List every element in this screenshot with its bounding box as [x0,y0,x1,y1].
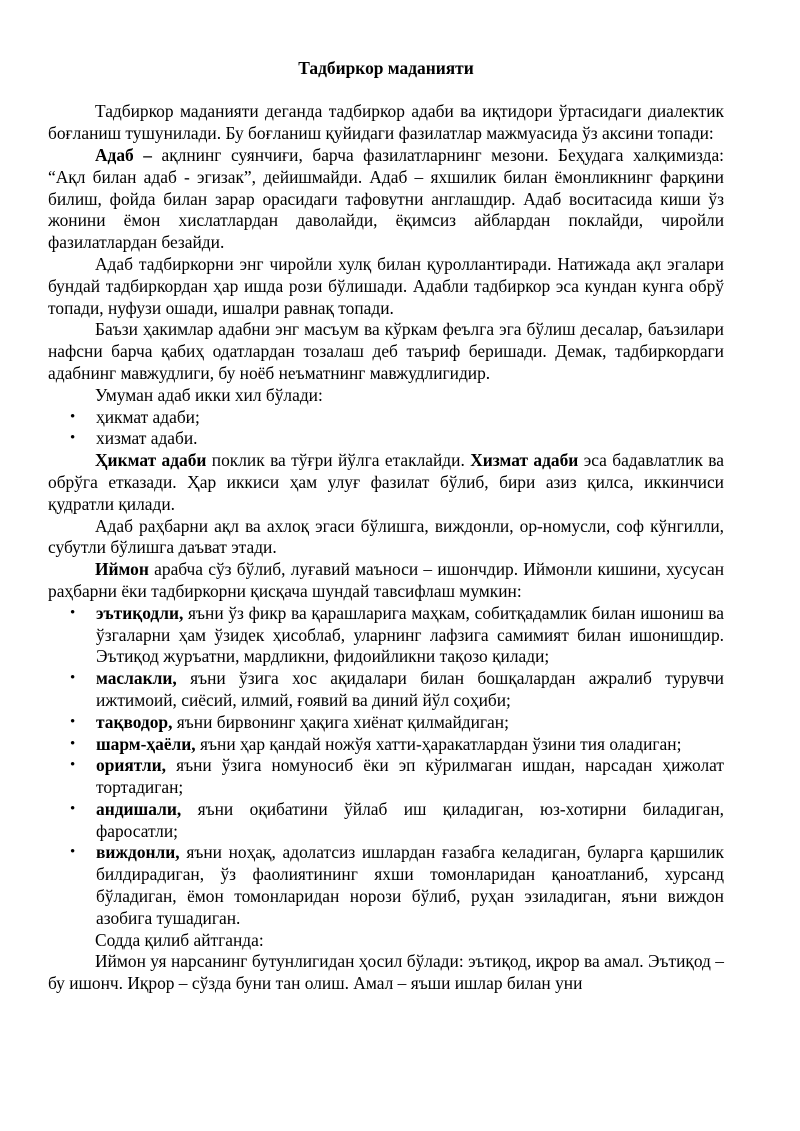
list-item [48,799,724,843]
list-item-text: яъни оқибатини ўйлаб иш қиладиган, юз-хотирни биладиган, фаросатли; [96,798,724,841]
document-page [48,58,724,995]
list-item-term: шарм-ҳаёли, [96,733,196,754]
bullet-icon: • [70,735,76,752]
list-item-text: ҳикмат адаби; [96,406,200,427]
list-item [48,755,724,799]
list-item-text: яъни ҳар қандай ножўя хатти-ҳаракатлардан ўзини тия оладиган; [195,733,682,754]
bullet-icon: • [70,604,76,621]
list-item-text: яъни ўзига хос ақидалари билан бошқалардан ажралиб турувчи ижтимоий, сиёсий, илмий, ғоявий ва диний йўл соҳиби; [96,668,724,710]
paragraph-text: арабча сўз бўлиб, луғавий маъноси – ишончдир. Иймонли кишини, хусусан раҳбарни ёки тадбиркорни қисқача шундай тавсифлаш мумкин: [48,559,724,601]
paragraph-two-kinds: Умуман адаб икки хил бўлади: [95,384,323,405]
list-item [48,842,724,929]
bullet-icon: • [70,757,76,774]
list-item-text: яъни ноҳақ, адолатсиз ишлардан ғазабга келадиган, буларга қаршилик билдирадиган, ўз фаолиятининг яхши томонларидан қаноатланиб, хурсанд бўладиган, ёмон томонларидан норози бўлиб, руҳан эзиладиган, яъни виждон азобига тушадиган. [96,842,724,928]
paragraph-adab-weapon: Адаб тадбиркорни энг чиройли хулқ билан қуроллантиради. Натижада ақл эгалари бундай тадбиркордан ҳар ишда рози бўлишади. Адабли тадбиркор эса кундан кунга обрў топади, нуфузи ошади, ишалри равнақ топади. [48,253,724,318]
list-item-text: яъни ўзига номуносиб ёки эп кўрилмаган ишдан, нарсадан ҳижолат тортадиган; [96,755,724,798]
paragraph-intro: Тадбиркор маданияти деганда тадбиркор адаби ва иқтидори ўртасидаги диалектик боғланиш тушунилади. Бу боғланиш қуйидаги фазилатлар мажмуасида ўз аксини топади: [48,101,724,144]
bullet-icon: • [70,408,76,425]
paragraph-sages: Баъзи ҳакимлар адабни энг масъум ва кўркам феълга эга бўлиш десалар, баъзилари нафсни барча қабиҳ одатлардан тозалаш деб таъриф беришади. Демак, тадбиркордаги адабнинг мавжудлиги, бу ноёб неъматнинг мавжудлигидир. [48,319,724,383]
term-hikmat: Ҳикмат адаби [95,450,207,471]
paragraph-hikmat-xizmat [48,450,724,515]
bullet-icon: • [70,713,76,730]
list-item-term: андишали, [96,798,182,819]
bullet-icon: • [70,844,76,861]
bullet-icon: • [70,800,76,817]
list-item [48,734,724,756]
list-item-term: виждонли, [96,842,180,863]
list-item [48,712,724,734]
adab-types-list [48,407,724,451]
list-item [48,603,724,668]
bullet-icon: • [70,430,76,447]
paragraph-adab-definition [48,145,724,254]
list-item-term: маслакли, [96,668,177,689]
paragraph-text: эса бадавлатлик ва обрўга етказади. Ҳар иккиси ҳам улуғ фазилат бўлиб, бири азиз қилса, иккинчиси қудратли қилади. [48,450,724,514]
list-item-term: ориятли, [96,755,167,776]
list-item-text: хизмат адаби. [96,428,198,449]
list-item-term: эътиқодли, [96,602,184,623]
list-item [48,668,724,712]
term-xizmat: Хизмат адаби [470,450,579,471]
list-item-text: яъни бирвонинг ҳақига хиёнат қилмайдиган; [172,711,509,732]
iymon-traits-list [48,603,724,930]
paragraph-text: поклик ва тўғри йўлга етаклайди. [206,450,471,471]
paragraph-text: ақлнинг суянчиғи, барча фазилатларнинг мезони. Беҳудага халқимизда: “Ақл билан адаб - эгизак”, дейишмайди. Адаб – яхшилик билан ёмонликнинг фарқини билиш, фойда билан зарар орасидаги тафовутни англашдир. Адаб воситасида киши ўз жонини ёмон хислатлардан даволайди, ёқимсиз айблардан поклайди, чиройли фазилатлардан безайди. [48,144,725,253]
term-iymon: Иймон [95,559,149,580]
list-item-term: тақводор, [96,711,173,732]
bullet-icon: • [70,670,76,687]
document-title: Тадбиркор маданияти [298,58,474,78]
paragraph-leader-call: Адаб раҳбарни ақл ва ахлоқ эгаси бўлишга, виждонли, ор-номусли, соф кўнгилли, субутли бўлишга даъват этади. [48,515,724,558]
list-item [48,407,724,429]
list-item-text: яъни ўз фикр ва қарашларига маҳкам, собитқадамлик билан ишониш ва ўзгаларни ҳам ўзидек ҳисоблаб, уларнинг лафзига самимият билан ишонишдир. Эътиқод журъатни, мардликни, фидоийликни тақозо қилади; [96,602,724,667]
paragraph-iymon-parts: Иймон уя нарсанинг бутунлигидан ҳосил бўлади: эътиқод, иқрор ва амал. Эътиқод – бу ишонч. Иқрор – сўзда буни тан олиш. Амал – яъши ишлар билан уни [48,951,724,994]
list-item [48,428,724,450]
paragraph-in-short: Содда қилиб айтганда: [95,929,264,950]
paragraph-iymon [48,559,724,603]
term-adab: Адаб – [95,144,152,165]
